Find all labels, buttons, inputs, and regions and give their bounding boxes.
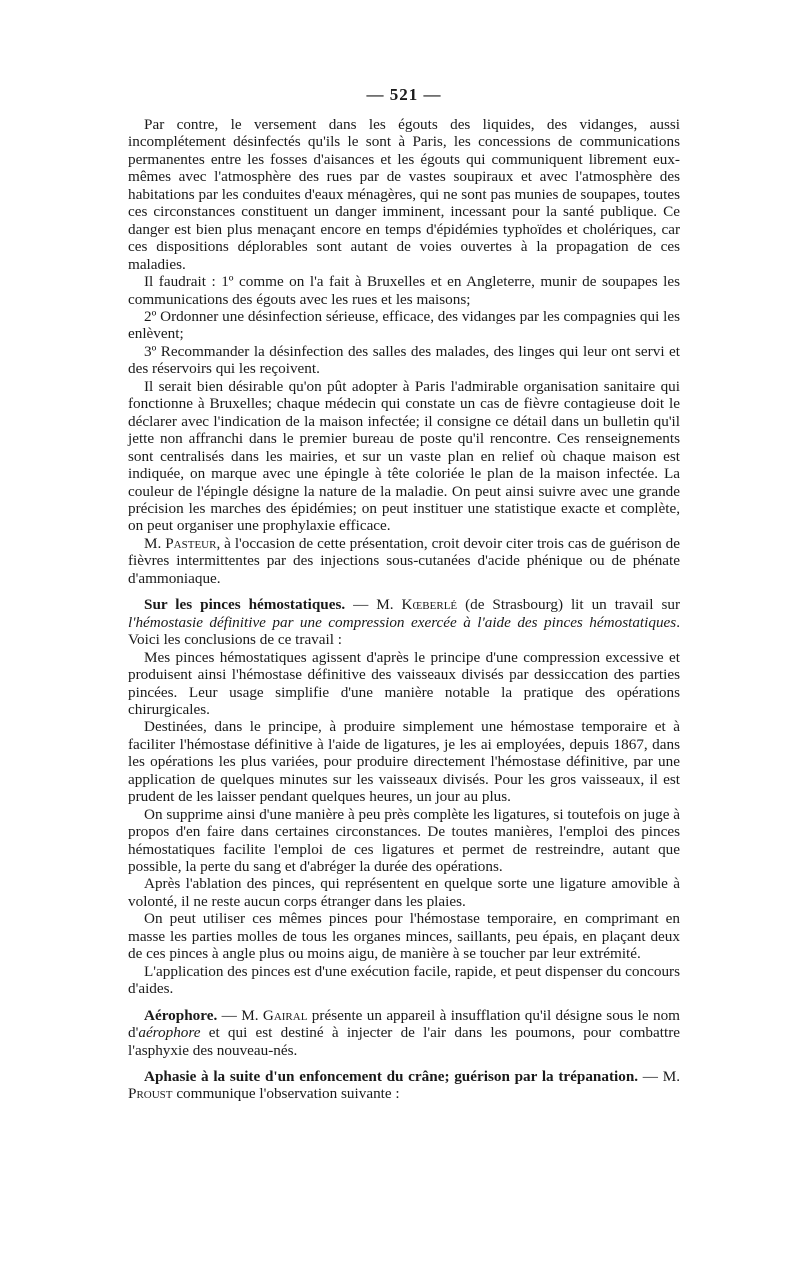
aerophore-text-a: présente un appareil à insufflation qu'il désigne sous le nom d' <box>128 1006 680 1042</box>
heading-aphasie: Aphasie à la suite d'un enfoncement du crâne; guérison par la trépanation. <box>144 1068 639 1086</box>
document-page <box>128 84 680 1103</box>
aerophore-term: aérophore <box>138 1024 201 1042</box>
pinces-paragraph: Mes pinces hémostatiques agissent d'après le principe d'une compression excessive et produisent ainsi l'hémostase définitive des vaisseaux divisés par dessiccation des parties pincées. Leur usage simplifie d'une manière notable la pratique des opérations chirurgicales. <box>128 648 680 718</box>
paragraph-pasteur <box>128 535 680 587</box>
paragraph-bruxelles: Il serait bien désirable qu'on pût adopter à Paris l'admirable organisation sanitaire qui fonctionne à Bruxelles; chaque médecin qui constate un cas de fièvre contagieuse doit le déclarer avec l'indication de la maison infectée; il consigne ce détail dans un bulletin qu'il jette non affranchi dans le premier bureau de poste qu'il rencontre. Ces renseignements sont centralisés dans les mairies, et sur un vaste plan en relief où chaque maison est indiquée, on marque avec une épingle à tête coloriée le plan de la maison infectée. La couleur de l'épingle désigne la nature de la maladie. On peut ainsi suivre avec une grande précision les marches des épidémies; on peut instituer une statistique exacte et complète, on peut organiser une prophylaxie efficace. <box>128 377 680 535</box>
paragraph-egouts: Par contre, le versement dans les égouts des liquides, des vidanges, aussi incomplétement désinfectés qu'ils le sont à Paris, les concessions de communications permanentes entre les fosses d'aisances et les égouts qui communiquent librement eux-mêmes avec l'atmosphère des rues par de vastes soupiraux et avec l'atmosphère des habitations par les conduites d'eaux ménagères, qui ne sont pas munies de soupapes, toutes ces circonstances constituent un danger imminent, incessant pour la santé publique. Ce danger est bien plus menaçant encore en temps d'épidémies typhoïdes et cholériques, car ces dispositions déplorables sont autant de voies ouvertes à la propagation de ces maladies. <box>128 116 680 273</box>
page-number: — 521 — <box>366 85 442 104</box>
paragraph-ordonner: 2º Ordonner une désinfection sérieuse, efficace, des vidanges par les compagnies qui les enlèvent; <box>128 307 680 343</box>
author-gairal: Gairal <box>262 1006 308 1024</box>
pasteur-text: , à l'occasion de cette présentation, croit devoir citer trois cas de guérison de fièvres intermittentes par des injections sous-cutanées d'acide phénique ou de phénate d'ammoniaque. <box>128 534 680 587</box>
paragraph-recommander: 3º Recommander la désinfection des salles des malades, des linges qui leur ont servi et des réservoirs qui les reçoivent. <box>128 342 680 378</box>
pinces-paragraph: L'application des pinces est d'une exécution facile, rapide, et peut dispenser du concours d'aides. <box>128 962 681 998</box>
m-prefix: M. <box>662 1068 681 1086</box>
pinces-paragraph: Après l'ablation des pinces, qui représentent en quelque sorte une ligature amovible à volonté, il ne reste aucun corps étranger dans les plaies. <box>128 875 680 910</box>
heading-aerophore: Aérophore. <box>144 1006 218 1024</box>
heading-pinces: Sur les pinces hémostatiques. <box>144 596 346 614</box>
m-prefix: M. <box>241 1006 263 1024</box>
pinces-text-b: . Voici les conclusions de ce travail : <box>128 613 680 649</box>
dash: — <box>345 596 377 614</box>
m-prefix: M. <box>376 596 402 614</box>
pinces-paragraph: On supprime ainsi d'une manière à peu près complète les ligatures, si toutefois on juge à propos d'en faire dans certaines circonstances. De toutes manières, l'emploi des pinces hémostatiques facilite l'emploi de ces ligatures et permet de restreindre, autant que possible, la perte du sang et d'abréger la durée des opérations. <box>128 805 680 876</box>
section-pinces-intro <box>128 596 680 648</box>
aphasie-text: communique l'observation suivante : <box>172 1085 400 1103</box>
dash: — <box>638 1068 663 1086</box>
section-aphasie <box>128 1068 680 1103</box>
pinces-paragraph: On peut utiliser ces mêmes pinces pour l'hémostase temporaire, en comprimant en masse les parties molles de tous les organes minces, saillants, peu épais, en plaçant deux de ces pinces à angle plus ou moins aigu, de manière à se toucher par leur extrémité. <box>128 910 680 963</box>
author-proust: Proust <box>128 1085 173 1103</box>
author-pasteur: Pasteur <box>165 534 217 552</box>
m-prefix: M. <box>144 534 166 552</box>
pinces-paragraph: Destinées, dans le principe, à produire simplement une hémostase temporaire et à faciliter l'hémostase définitive à l'aide de ligatures, je les ai employées, depuis 1867, dans les opérations les plus variées, pour produire directement l'hémostase définitive, par une application de quelques minutes sur les vaisseaux divisés. Pour les gros vaisseaux, il est prudent de les laisser pendant quelques heures, un jour au plus. <box>128 718 680 806</box>
pinces-text-a: (de Strasbourg) lit un travail sur <box>457 596 681 614</box>
paragraph-faudrait: Il faudrait : 1º comme on l'a fait à Bruxelles et en Angleterre, munir de soupapes les communications des égouts avec les rues et les maisons; <box>128 273 680 308</box>
dash: — <box>217 1006 242 1024</box>
aerophore-text-b: et qui est destiné à injecter de l'air dans les poumons, pour combattre l'asphyxie des nouveau-nés. <box>128 1024 680 1059</box>
section-aerophore <box>128 1007 680 1059</box>
pinces-title: l'hémostasie définitive par une compression exercée à l'aide des pinces hémostatiques <box>128 613 677 631</box>
author-koeberle: Kœberlé <box>401 596 458 614</box>
